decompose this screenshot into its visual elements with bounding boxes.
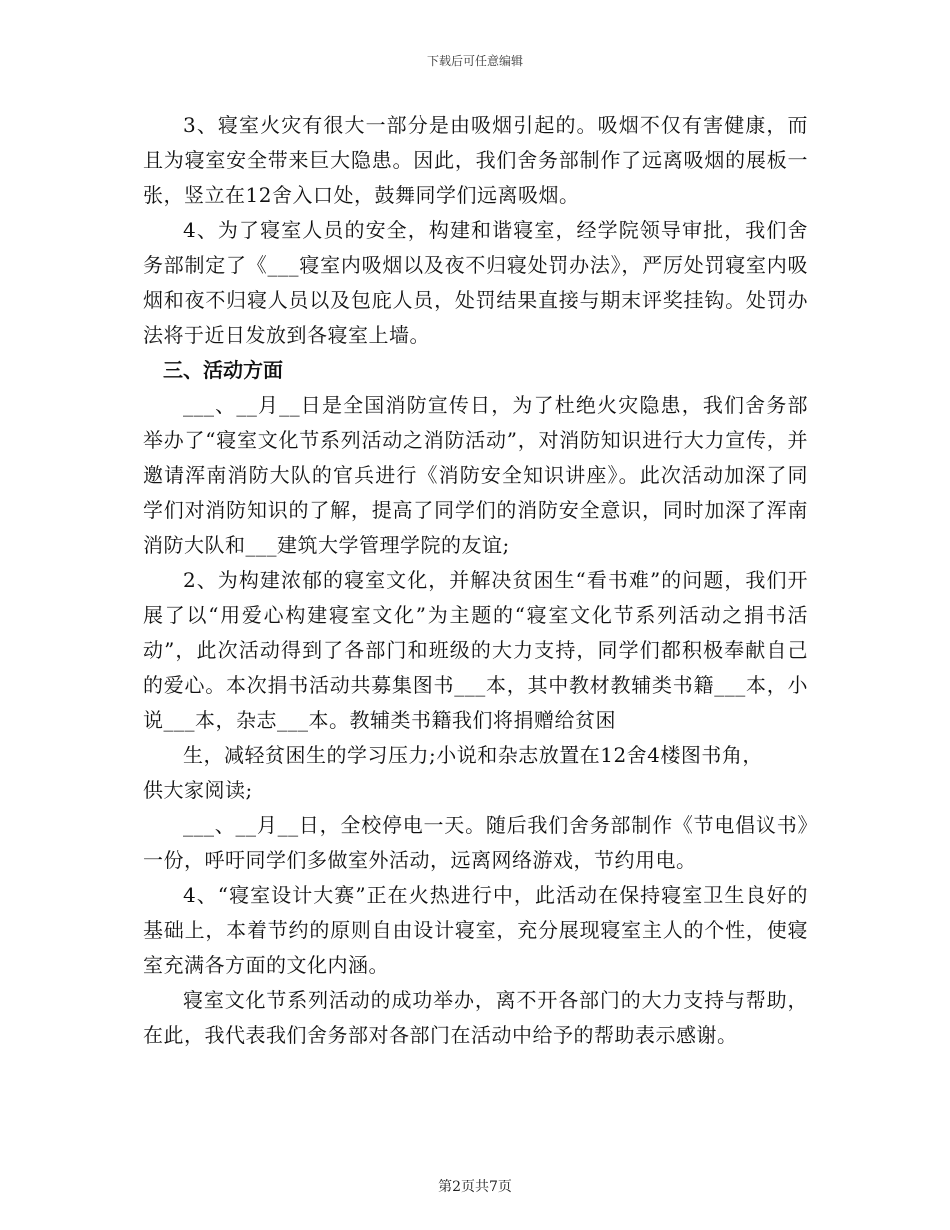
paragraph-punishment-rules: 4、为了寝室人员的安全，构建和谐寝室，经学院领导审批，我们舍务部制定了《___寝室内吸烟以及夜不归寝处罚办法》，严厉处罚寝室内吸烟和夜不归寝人员以及包庇人员，处罚结果直接与期末评奖挂钩。处罚办法将于近日发放到各寝室上墙。 [143, 218, 808, 347]
paragraph-fire-safety-activity: ___、__月__日是全国消防宣传日，为了杜绝火灾隐患，我们舍务部举办了“寝室文化节系列活动之消防活动”，对消防知识进行大力宣传，并邀请浑南消防大队的官兵进行《消防安全知识讲座》。此次活动加深了同学们对消防知识的了解，提高了同学们的消防安全意识，同时加深了浑南消防大队和___建筑大学管理学院的友谊; [143, 393, 808, 557]
paragraph-power-saving: ___、__月__日，全校停电一天。随后我们舍务部制作《节电倡议书》一份，呼吁同学们多做室外活动，远离网络游戏，节约用电。 [143, 813, 808, 872]
paragraph-book-donation-cont: 生，减轻贫困生的学习压力;小说和杂志放置在12舍4楼图书角， [183, 743, 763, 767]
paragraph-book-donation: 2、为构建浓郁的寝室文化，并解决贫困生“看书难”的问题，我们开展了以“用爱心构建寝室文化”为主题的“寝室文化节系列活动之捐书活动”，此次活动得到了各部门和班级的大力支持，同学们都积极奉献自己的爱心。本次捐书活动共募集图书___本，其中教材教辅类书籍___本，小说___本，杂志___本。教辅类书籍我们将捐赠给贫困 [143, 568, 808, 732]
paragraph-thanks: 寝室文化节系列活动的成功举办，离不开各部门的大力支持与帮助，在此，我代表我们舍务部对各部门在活动中给予的帮助表示感谢。 [143, 988, 808, 1047]
paragraph-dorm-design-contest: 4、“寝室设计大赛”正在火热进行中，此活动在保持寝室卫生良好的基础上，本着节约的原则自由设计寝室，充分展现寝室主人的个性，使寝室充满各方面的文化内涵。 [143, 883, 808, 977]
section-heading-activities: 三、活动方面 [163, 358, 283, 382]
document-body [143, 108, 808, 1053]
page-header: 下载后可任意编辑 [426, 54, 523, 68]
paragraph-no-smoking-board: 3、寝室火灾有很大一部分是由吸烟引起的。吸烟不仅有害健康，而且为寝室安全带来巨大隐患。因此，我们舍务部制作了远离吸烟的展板一张，竖立在12舍入口处，鼓舞同学们远离吸烟。 [143, 113, 808, 207]
page-number: 第2页共7页 [438, 1179, 512, 1195]
paragraph-book-donation-end: 供大家阅读; [143, 778, 253, 802]
